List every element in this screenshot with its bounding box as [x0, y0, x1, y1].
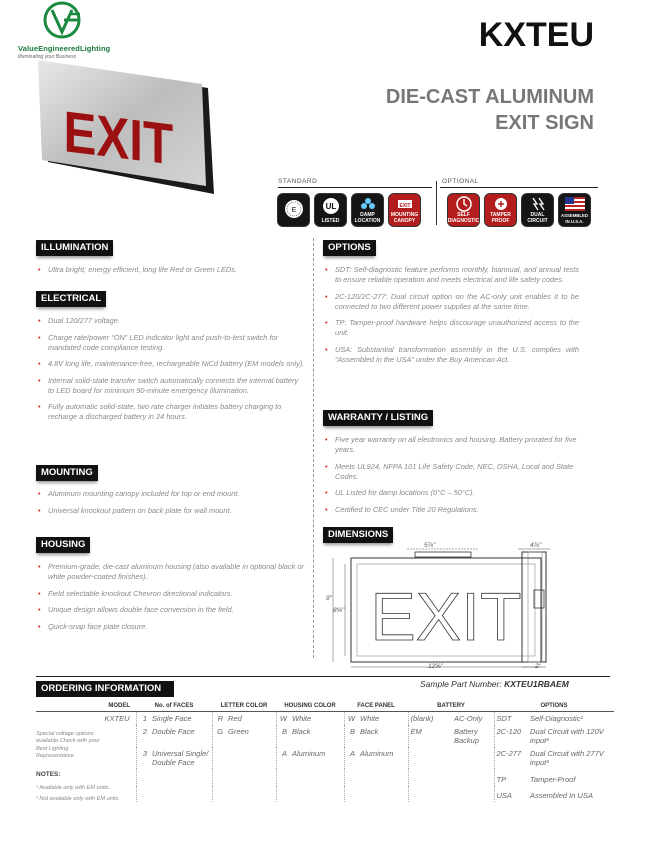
- mounting-canopy-icon: [389, 194, 420, 213]
- notes-title: NOTES:: [36, 771, 61, 778]
- dual-circuit-badge: DUAL CIRCUIT: [521, 193, 554, 227]
- brand-tagline: Illuminating your Business: [18, 54, 77, 60]
- illumination-list: [36, 265, 306, 282]
- list-item: • Meets UL924, NFPA 101 Life Safety Code, NEC, OSHA, Local and State Codes.: [323, 462, 579, 482]
- col-battery: BATTERY: [408, 701, 494, 712]
- mounting-list: [36, 489, 306, 522]
- list-item: • Charge rate/power “ON” LED indicator light and push-to-test switch for mandated code compliance testing.: [36, 333, 306, 353]
- list-item: • Five year warranty on all electronics and housing. Battery prorated for five years.: [323, 435, 579, 455]
- damp-location-badge: DAMP LOCATION: [351, 193, 384, 227]
- self-diagnostic-icon: [448, 194, 479, 213]
- mounting-canopy-badge: EXIT MOUNTING CANOPY: [388, 193, 421, 227]
- col-housing: HOUSING COLOR: [276, 701, 344, 712]
- tamper-proof-badge: TAMPER PROOF: [484, 193, 517, 227]
- col-options: OPTIONS: [494, 701, 614, 712]
- dim-width: 12⅝": [428, 663, 443, 670]
- em-cert-icon: [278, 194, 309, 224]
- illumination-heading: ILLUMINATION: [36, 240, 113, 256]
- list-item: • Premium-grade, die-cast aluminum housing (also available in optional black or white powder-coated finishes).: [36, 562, 306, 582]
- warranty-heading: WARRANTY / LISTING: [323, 410, 433, 426]
- product-exit-text: EXIT: [63, 99, 174, 178]
- note-2: ² Not available only with EM units.: [36, 796, 120, 802]
- product-subtitle: [386, 84, 594, 136]
- electrical-list: [36, 316, 306, 429]
- dimensions-heading: DIMENSIONS: [323, 527, 393, 543]
- standard-label: STANDARD: [278, 178, 318, 185]
- options-heading: OPTIONS: [323, 240, 376, 256]
- housing-list: [36, 562, 306, 638]
- col-faces: No. of FACES: [136, 701, 212, 712]
- col-panel: FACE PANEL: [344, 701, 408, 712]
- optional-label: OPTIONAL: [442, 178, 479, 185]
- special-voltage-note: Special voltage options available.Check with your Best Lighting Representative.: [36, 731, 100, 760]
- assembled-usa-badge: ASSEMBLED IN U.S.A.: [558, 193, 591, 227]
- sample-label: Sample Part Number:: [420, 679, 502, 689]
- list-item: • Internal solid-state transfer switch automatically connects the internal battery to LED board for minimum 90-minute emergency illumination.: [36, 376, 306, 396]
- ul-listed-icon: [315, 194, 346, 219]
- table-row: TP Tamper-Proof: [36, 769, 614, 786]
- list-item: • Aluminum mounting canopy included for top or end mount.: [36, 489, 306, 499]
- list-item: • Certified to CEC under Title 20 Regulations.: [323, 505, 579, 515]
- housing-heading: HOUSING: [36, 537, 90, 553]
- list-item: • Unique design allows double face conversion in the field.: [36, 605, 306, 615]
- list-item: • Dual 120/277 voltage.: [36, 316, 306, 326]
- ul-listed-badge: UL LISTED: [314, 193, 347, 227]
- list-item: • Field selectable knockout Chevron directional indicators.: [36, 589, 306, 599]
- list-item: • TP: Tamper-proof hardware helps discourage unauthorized access to the unit.: [323, 318, 579, 338]
- subtitle-line-1: DIE-CAST ALUMINUM: [385, 86, 594, 108]
- dual-circuit-icon: [522, 194, 553, 213]
- dim-top-width: 5⅞": [424, 542, 436, 549]
- list-item: • Ultra bright, energy efficient, long life Red or Green LEDs.: [36, 265, 306, 275]
- note-1: ¹ Available only with EM units.: [36, 785, 110, 791]
- col-model: MODEL: [36, 701, 136, 712]
- list-item: • Quick-snap face plate closure.: [36, 622, 306, 632]
- svg-text:UL: UL: [325, 202, 336, 212]
- table-row: 2 Double Face G Green B Black B Black EM Battery Backup 2C-120 Dual Circuit with 120V input²: [36, 725, 614, 747]
- sample-part-number: [420, 679, 569, 689]
- standard-rule: [278, 187, 432, 188]
- table-row: USA Assembled In USA: [36, 786, 614, 802]
- table-row: 3 Universal Single/ Double Face A Aluminum A Aluminum 2C-277 Dual Circuit with 277V input²: [36, 747, 614, 769]
- tamper-proof-icon: [485, 194, 516, 213]
- list-item: • UL Listed for damp locations (0°C – 50°C).: [323, 488, 579, 498]
- list-item: • SDT: Self-diagnostic feature performs monthly, biannual, and annual tests to ensure reliable operation and meets electrical and life safety codes.: [323, 265, 579, 285]
- badge-gap: [425, 193, 443, 227]
- optional-rule: [440, 187, 598, 188]
- ordering-heading: ORDERING INFORMATION: [36, 681, 174, 697]
- usa-flag-icon: [559, 194, 590, 213]
- damp-location-icon: [352, 194, 383, 213]
- dim-height: 9": [326, 595, 332, 602]
- subtitle-line-2: EXIT SIGN: [495, 112, 594, 134]
- em-cert-badge: [277, 193, 310, 227]
- list-item: • Universal knockout pattern on back plate for wall mount.: [36, 506, 306, 516]
- dim-inner-height: 8⅝": [333, 607, 345, 614]
- options-list: [323, 265, 579, 371]
- ordering-table: [36, 701, 614, 802]
- svg-text:E: E: [291, 207, 296, 214]
- self-diagnostic-badge: SELF DIAGNOSTIC: [447, 193, 480, 227]
- sample-value: KXTEU1RBAEM: [504, 679, 569, 689]
- dimension-exit-text: EXIT: [370, 579, 522, 655]
- table-header-row: [36, 701, 614, 712]
- side-view-drawing: [510, 540, 570, 672]
- brand-name: ValueEngineeredLighting: [18, 44, 111, 53]
- list-item: • 2C-120/2C-277: Dual circuit option on the AC-only unit enables it to be connected to two different power supplies at the same time.: [323, 292, 579, 312]
- list-item: • 4.8V long life, maintenance-free, rechargeable NiCd battery (EM models only).: [36, 359, 306, 369]
- product-image: [38, 58, 228, 196]
- model-value: KXTEU: [104, 714, 130, 723]
- dim-depth: 2": [535, 663, 541, 670]
- model-title: KXTEU: [478, 16, 594, 54]
- electrical-heading: ELECTRICAL: [36, 291, 106, 307]
- dim-side-top: 4⅞": [530, 542, 542, 549]
- badge-row: [277, 193, 591, 227]
- mounting-heading: MOUNTING: [36, 465, 98, 481]
- column-divider: [313, 238, 314, 658]
- col-letter: LETTER COLOR: [212, 701, 276, 712]
- svg-text:EXIT: EXIT: [398, 202, 411, 209]
- warranty-list: [323, 435, 579, 521]
- ordering-rule: [36, 676, 610, 677]
- table-row: KXTEU 1 Single Face R Red W White W White (blank) AC-Only SDT Self-Diagnostic¹: [36, 712, 614, 726]
- list-item: • Fully automatic solid-state, two rate charger initiates battery charging to recharge a discharged battery in 24 hours.: [36, 402, 306, 422]
- list-item: • USA: Substantial transformation assembly in the U.S. complies with “Assembled in the USA” under the Buy American Act.: [323, 345, 579, 365]
